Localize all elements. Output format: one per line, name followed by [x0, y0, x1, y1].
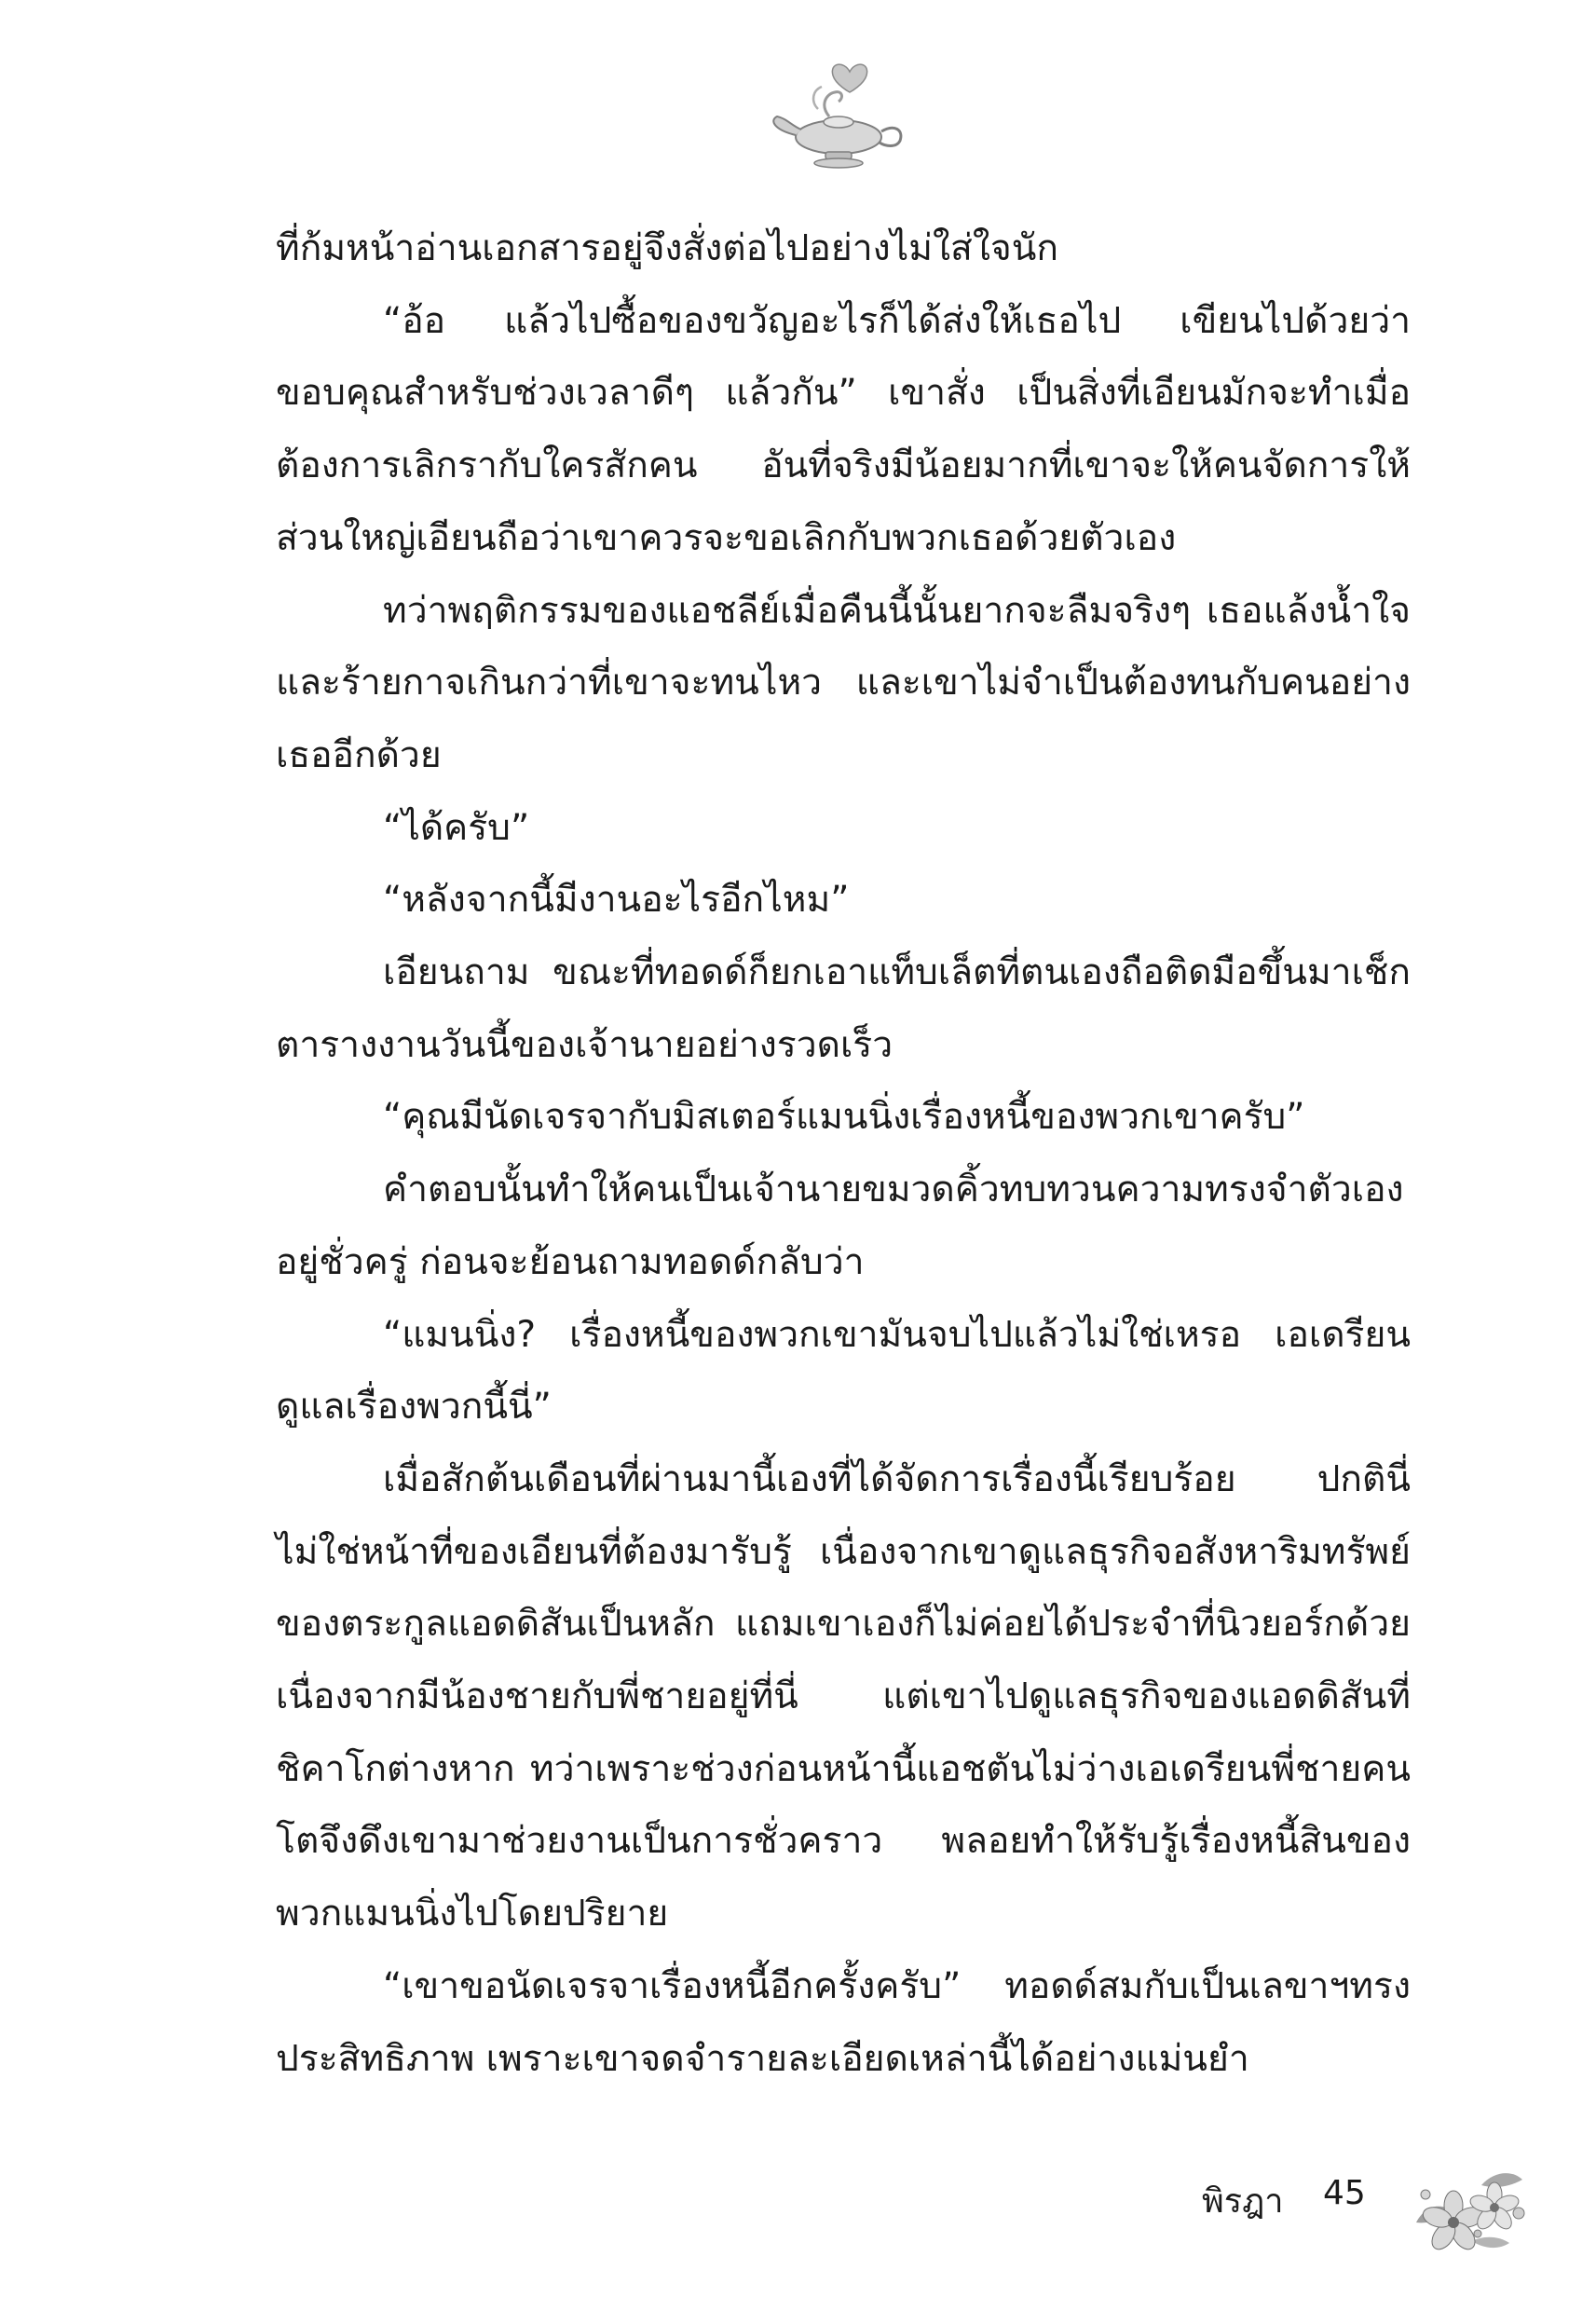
paragraph-8: คำตอบนั้นทำให้คนเป็นเจ้านายขมวดคิ้วทบทวนความทรงจำตัวเองอยู่ชั่วครู่ ก่อนจะย้อนถามทอดด์กลับว่า	[276, 1169, 1404, 1283]
paragraph-6: เอียนถาม ขณะที่ทอดด์ก็ยกเอาแท็บเล็ตที่ตนเองถือติดมือขึ้นมาเช็กตารางงานวันนี้ของเจ้านายอย่างรวดเร็ว	[276, 951, 1411, 1066]
paragraph-7: “คุณมีนัดเจรจากับมิสเตอร์แมนนิ่งเรื่องหนี้ของพวกเขาครับ”	[383, 1096, 1305, 1139]
paragraph-3: ทว่าพฤติกรรมของแอชลีย์เมื่อคืนนี้นั้นยากจะลืมจริงๆ เธอแล้งน้ำใจและร้ายกาจเกินกว่าที่เขาจะทนไหว และเขาไม่จำเป็นต้องทนกับคนอย่างเธออีกด้วย	[276, 589, 1411, 776]
paragraph-4: “ได้ครับ”	[383, 806, 530, 849]
page-footer	[1202, 2157, 1556, 2269]
paragraph-10: เมื่อสักต้นเดือนที่ผ่านมานี้เองที่ได้จัดการเรื่องนี้เรียบร้อย ปกตินี่ไม่ใช่หน้าที่ของเอียนที่ต้องมารับรู้ เนื่องจากเขาดูแลธุรกิจอสังหาริมทรัพย์ของตระกูลแอดดิสันเป็นหลัก แถมเขาเองก็ไม่ค่อยได้ประจำที่นิวยอร์กด้วย เนื่องจากมีน้องชายกับพี่ชายอยู่ที่นี่ แต่เขาไปดูแลธุรกิจของแอดดิสันที่ชิคาโกต่างหาก ทว่าเพราะช่วงก่อนหน้านี้แอชตันไม่ว่างเอเดรียนพี่ชายคนโตจึงดึงเขามาช่วยงานเป็นการชั่วคราว พลอยทำให้รับรู้เรื่องหนี้สินของพวกแมนนิ่งไปโดยปริยาย	[276, 1457, 1411, 1935]
page-number: 45	[1323, 2174, 1366, 2212]
paragraph-11: “เขาขอนัดเจรจาเรื่องหนี้อีกครั้งครับ” ทอดด์สมกับเป็นเลขาฯทรงประสิทธิภาพ เพราะเขาจดจำรายละเอียดเหล่านี้ได้อย่างแม่นยำ	[276, 1964, 1411, 2080]
paragraph-2: “อ้อ แล้วไปซื้อของขวัญอะไรก็ได้ส่งให้เธอไป เขียนไปด้วยว่าขอบคุณสำหรับช่วงเวลาดีๆ แล้วกัน” เขาสั่ง เป็นสิ่งที่เอียนมักจะทำเมื่อต้องการเลิกรากับใครสักคน อันที่จริงมีน้อยมากที่เขาจะให้คนจัดการให้ ส่วนใหญ่เอียนถือว่าเขาควรจะขอเลิกกับพวกเธอด้วยตัวเอง	[276, 299, 1411, 559]
paragraph-5: “หลังจากนี้มีงานอะไรอีกไหม”	[383, 879, 850, 922]
flower-cluster-icon	[1398, 2157, 1537, 2260]
paragraph-1: ที่ก้มหน้าอ่านเอกสารอยู่จึงสั่งต่อไปอย่างไม่ใส่ใจนัก	[276, 227, 1058, 269]
page-body	[276, 212, 1411, 2095]
genie-lamp-heart-icon	[764, 51, 913, 172]
author-name: พิรฎา	[1202, 2182, 1284, 2221]
paragraph-9: “แมนนิ่ง? เรื่องหนี้ของพวกเขามันจบไปแล้วไม่ใช่เหรอ เอเดรียนดูแลเรื่องพวกนี้นี่”	[276, 1313, 1411, 1429]
